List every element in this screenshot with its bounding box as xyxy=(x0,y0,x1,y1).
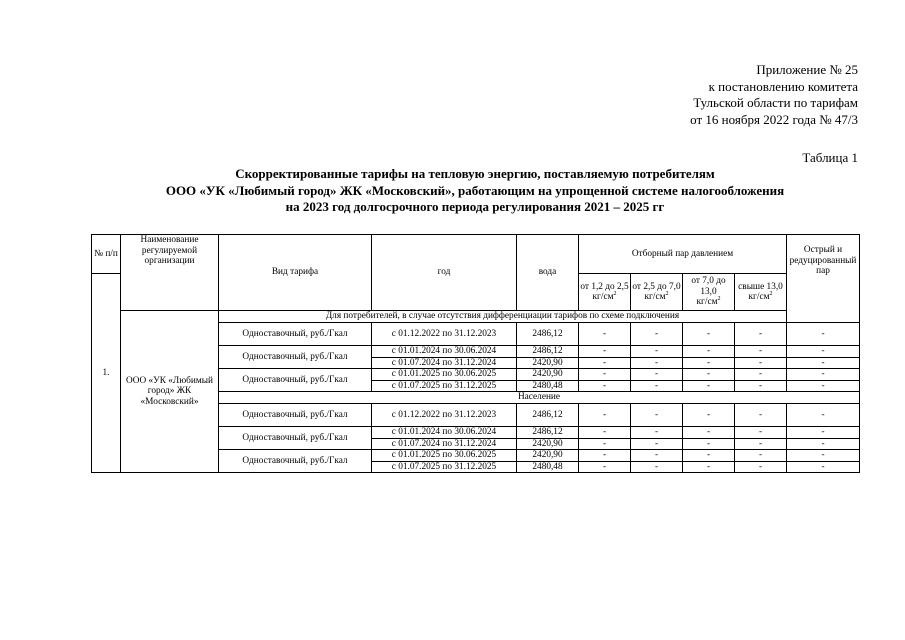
unit-sup: 2 xyxy=(769,290,773,297)
cell-dash: - xyxy=(683,461,735,473)
cell-dash: - xyxy=(735,461,787,473)
period: с 01.01.2025 по 30.06.2025 xyxy=(372,369,517,381)
cell-dash: - xyxy=(735,323,787,346)
cell-dash: - xyxy=(579,438,631,450)
tariff-type: Одноставочный, руб./Гкал xyxy=(219,369,372,392)
cell-dash: - xyxy=(631,323,683,346)
cell-dash: - xyxy=(631,404,683,427)
cell-dash: - xyxy=(683,357,735,369)
cell-dash: - xyxy=(787,427,860,439)
cell-dash: - xyxy=(735,346,787,358)
cell-dash: - xyxy=(683,323,735,346)
cell-dash: - xyxy=(631,357,683,369)
table-label: Таблица 1 xyxy=(802,150,858,165)
cell-dash: - xyxy=(787,323,860,346)
water-value: 2420,90 xyxy=(517,357,579,369)
water-value: 2420,90 xyxy=(517,369,579,381)
header-p1 xyxy=(579,274,631,311)
section-title: Для потребителей, в случае отсутствия дифференциации тарифов по схеме подключения xyxy=(219,311,787,323)
header-year: год xyxy=(372,235,517,311)
header-water: вода xyxy=(517,235,579,311)
cell-dash: - xyxy=(787,346,860,358)
cell-dash: - xyxy=(579,450,631,462)
header-p3-range: от 7,0 до 13,0 xyxy=(691,276,726,297)
period: с 01.07.2025 по 31.12.2025 xyxy=(372,380,517,392)
cell-dash: - xyxy=(579,404,631,427)
header-tariff-type: Вид тарифа xyxy=(219,235,372,311)
tariff-type: Одноставочный, руб./Гкал xyxy=(219,346,372,369)
cell-dash: - xyxy=(683,427,735,439)
header-num: № п/п xyxy=(92,235,121,274)
unit: кг/см xyxy=(592,292,614,302)
cell-dash: - xyxy=(579,346,631,358)
period: с 01.07.2024 по 31.12.2024 xyxy=(372,438,517,450)
cell-dash: - xyxy=(631,461,683,473)
tariff-table xyxy=(91,234,860,473)
appendix-line: от 16 ноября 2022 года № 47/3 xyxy=(690,111,858,127)
water-value: 2480,48 xyxy=(517,380,579,392)
water-value: 2420,90 xyxy=(517,450,579,462)
cell-dash: - xyxy=(631,380,683,392)
tariff-type: Одноставочный, руб./Гкал xyxy=(219,450,372,473)
header-p2-range: от 2,5 до 7,0 xyxy=(632,281,681,292)
cell-dash: - xyxy=(787,438,860,450)
header-sharp-steam: Острый и редуцированный пар xyxy=(787,235,860,323)
section-title: Население xyxy=(219,392,860,404)
header-steam: Отборный пар давлением xyxy=(579,235,787,274)
cell-dash: - xyxy=(579,357,631,369)
unit-sup: 2 xyxy=(613,290,617,297)
section-row xyxy=(92,311,860,323)
appendix-block xyxy=(690,62,858,128)
tariff-type: Одноставочный, руб./Гкал xyxy=(219,427,372,450)
period: с 01.07.2024 по 31.12.2024 xyxy=(372,357,517,369)
cell-dash: - xyxy=(579,380,631,392)
cell-dash: - xyxy=(735,357,787,369)
period: с 01.01.2025 по 30.06.2025 xyxy=(372,450,517,462)
cell-dash: - xyxy=(787,357,860,369)
cell-dash: - xyxy=(631,346,683,358)
water-value: 2486,12 xyxy=(517,404,579,427)
cell-dash: - xyxy=(735,450,787,462)
title-line: на 2023 год долгосрочного периода регулирования 2021 – 2025 гг xyxy=(285,199,665,214)
header-row xyxy=(92,235,860,274)
header-p4-range: свыше 13,0 xyxy=(738,281,783,292)
water-value: 2480,48 xyxy=(517,461,579,473)
cell-dash: - xyxy=(735,380,787,392)
cell-dash: - xyxy=(683,450,735,462)
water-value: 2486,12 xyxy=(517,427,579,439)
period: с 01.01.2024 по 30.06.2024 xyxy=(372,346,517,358)
cell-dash: - xyxy=(631,369,683,381)
cell-dash: - xyxy=(683,404,735,427)
cell-dash: - xyxy=(631,438,683,450)
cell-dash: - xyxy=(683,438,735,450)
header-org: Наименование регулируемой организации xyxy=(121,235,219,311)
water-value: 2486,12 xyxy=(517,323,579,346)
cell-dash: - xyxy=(787,380,860,392)
appendix-line: Приложение № 25 xyxy=(756,62,858,77)
cell-dash: - xyxy=(579,323,631,346)
cell-dash: - xyxy=(735,369,787,381)
org-num: 1. xyxy=(92,274,121,473)
period: с 01.01.2024 по 30.06.2024 xyxy=(372,427,517,439)
title-line: Скорректированные тарифы на тепловую энергию, поставляемую потребителям xyxy=(235,166,715,181)
header-p2 xyxy=(631,274,683,311)
cell-dash: - xyxy=(579,369,631,381)
cell-dash: - xyxy=(683,380,735,392)
unit-sup: 2 xyxy=(665,290,669,297)
cell-dash: - xyxy=(683,346,735,358)
cell-dash: - xyxy=(735,427,787,439)
cell-dash: - xyxy=(579,461,631,473)
cell-dash: - xyxy=(787,461,860,473)
cell-dash: - xyxy=(787,369,860,381)
tariff-type: Одноставочный, руб./Гкал xyxy=(219,323,372,346)
unit: кг/см xyxy=(644,292,666,302)
title-line: ООО «УК «Любимый город» ЖК «Московский», работающим на упрощенной системе налогообложения xyxy=(165,182,785,198)
cell-dash: - xyxy=(735,404,787,427)
cell-dash: - xyxy=(631,427,683,439)
period: с 01.12.2022 по 31.12.2023 xyxy=(372,404,517,427)
cell-dash: - xyxy=(683,369,735,381)
cell-dash: - xyxy=(787,404,860,427)
header-p1-range: от 1,2 до 2,5 xyxy=(580,281,629,292)
header-p3 xyxy=(683,274,735,311)
period: с 01.07.2025 по 31.12.2025 xyxy=(372,461,517,473)
cell-dash: - xyxy=(579,427,631,439)
unit: кг/см xyxy=(696,297,718,308)
cell-dash: - xyxy=(787,450,860,462)
tariff-type: Одноставочный, руб./Гкал xyxy=(219,404,372,427)
org-name: ООО «УК «Любимый город» ЖК «Московский» xyxy=(121,311,219,473)
period: с 01.12.2022 по 31.12.2023 xyxy=(372,323,517,346)
water-value: 2486,12 xyxy=(517,346,579,358)
appendix-line: к постановлению комитета xyxy=(708,78,858,94)
cell-dash: - xyxy=(735,438,787,450)
document-title xyxy=(90,166,860,216)
header-p4 xyxy=(735,274,787,311)
water-value: 2420,90 xyxy=(517,438,579,450)
cell-dash: - xyxy=(631,450,683,462)
appendix-line: Тульской области по тарифам xyxy=(693,95,858,110)
unit-sup: 2 xyxy=(717,296,721,303)
unit: кг/см xyxy=(748,292,770,302)
